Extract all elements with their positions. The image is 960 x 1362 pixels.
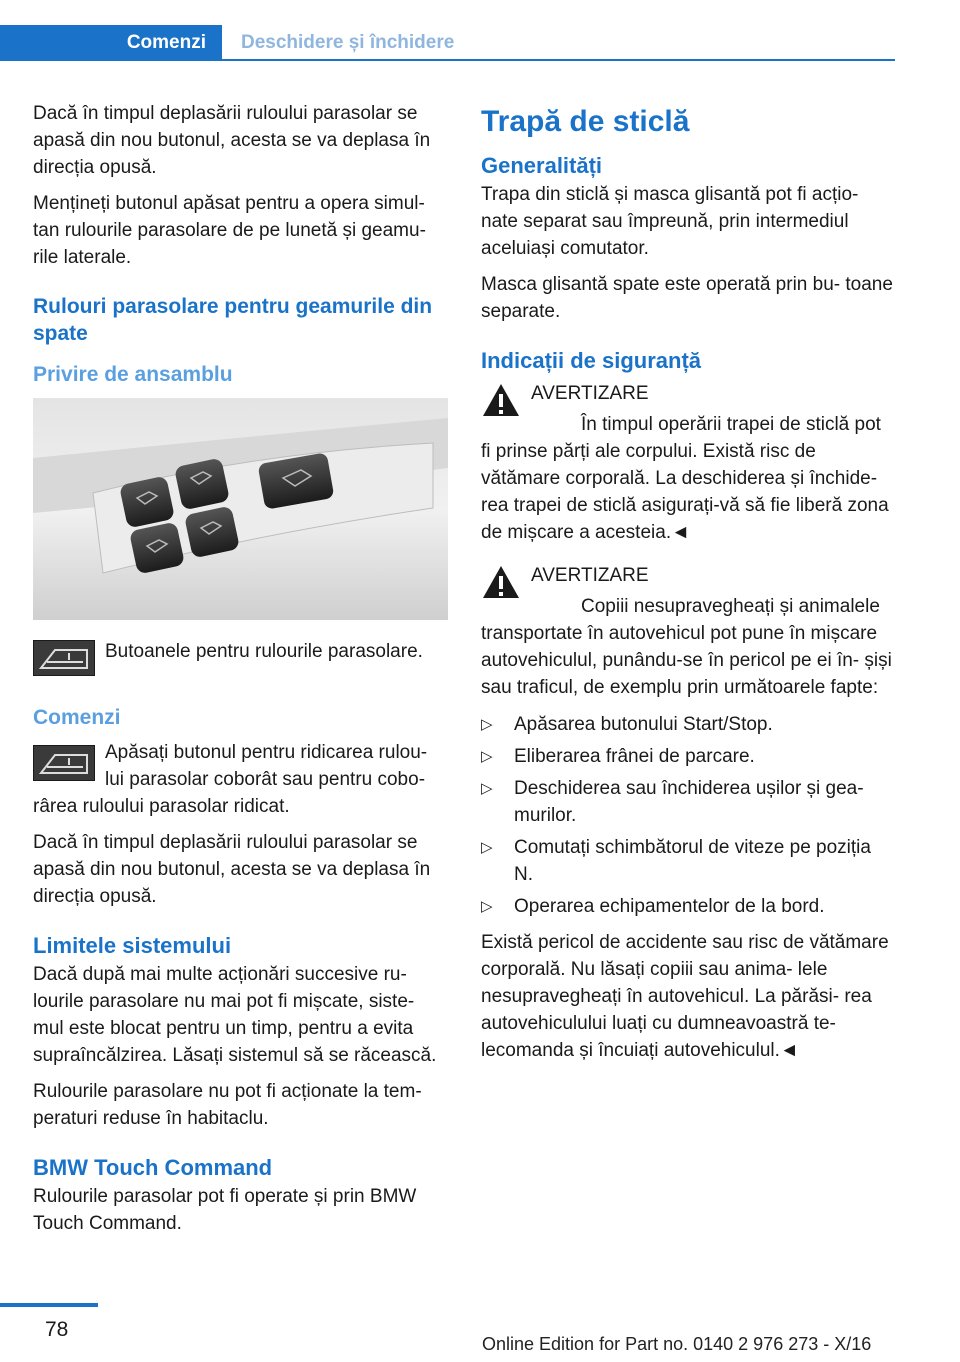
triangle-bullet-icon: ▷ <box>481 780 493 797</box>
paragraph: Apăsați butonul pentru ridicarea rulou‐ lui parasolar coborât sau pentru cobo‐ rârea ruloului parasolar ridicat. <box>33 742 428 817</box>
page-number: 78 <box>45 1318 69 1341</box>
sunshade-button-icon <box>33 745 95 781</box>
triangle-bullet-icon: ▷ <box>481 839 493 856</box>
section-tab-inactive[interactable]: Deschidere și închidere <box>241 32 455 53</box>
paragraph: Rulourile parasolare nu pot fi acționate la tem‐ peraturi reduse în habitaclu. <box>33 1081 422 1129</box>
footer-rule <box>0 1303 98 1307</box>
warning-triangle-icon <box>481 382 521 420</box>
edition-note: Online Edition for Part no. 0140 2 976 273 - X/16 <box>482 1334 872 1354</box>
triangle-bullet-icon: ▷ <box>481 748 493 765</box>
hazard-list <box>481 711 895 920</box>
paragraph: Masca glisantă spate este operată prin bu‐ toane separate. <box>481 274 893 322</box>
list-item <box>481 711 895 738</box>
heading-limits: Limitele sistemului <box>33 933 232 958</box>
list-item <box>481 834 895 888</box>
shade-buttons-photo <box>33 398 448 620</box>
header-bar <box>0 25 895 61</box>
heading-overview: Privire de ansamblu <box>33 363 233 386</box>
heading-touch-command: BMW Touch Command <box>33 1155 273 1180</box>
photo-caption: Butoanele pentru rulourile parasolare. <box>105 641 423 662</box>
paragraph: Dacă după mai multe acționări succesive ru‐ lourile parasolare nu mai pot fi mișcate, siste‐ mul este blocat pentru un timp, pentru a evita supraîncălzirea. Lăsați sistemul să se răcească. <box>33 964 437 1066</box>
warning-triangle-icon <box>481 564 521 602</box>
left-column <box>33 100 448 1246</box>
list-item-text: Deschiderea sau închiderea ușilor și gea‐ murilor. <box>514 778 864 826</box>
triangle-bullet-icon: ▷ <box>481 716 493 733</box>
paragraph: Dacă în timpul deplasării ruloului parasolar se apasă din nou butonul, acesta se va deplasa în direcția opusă. <box>33 103 431 178</box>
warning-block <box>481 562 895 701</box>
list-item-text: Eliberarea frânei de parcare. <box>514 746 755 767</box>
paragraph: Dacă în timpul deplasării ruloului parasolar se apasă din nou butonul, acesta se va deplasa în direcția opusă. <box>33 832 431 907</box>
heading-rear-shades: Rulouri parasolare pentru geamurile din spate <box>33 295 433 345</box>
section-tab-active[interactable]: Comenzi <box>0 25 222 61</box>
heading-commands: Comenzi <box>33 706 121 729</box>
warning-title: AVERTIZARE <box>531 565 649 586</box>
list-item-text: Operarea echipamentelor de la bord. <box>514 896 825 917</box>
heading-general: Generalități <box>481 153 603 178</box>
right-column <box>481 100 895 1073</box>
list-item <box>481 743 895 770</box>
warning-text: Copiii nesupravegheați și animalele transportate în autovehicul pot pune în mișcare autovehiculul, punându-se în pericol pe ei în‐ șiși sau traficul, de exemplu prin următoarele fapte: <box>481 596 892 698</box>
list-item <box>481 893 895 920</box>
warning-text: În timpul operării trapei de sticlă pot fi prinse părți ale corpului. Există risc de vătămare corporală. La deschiderea și închide‐ rea trapei de sticlă asigurați-vă să fie liberă zona de mișcare a acesteia.◄ <box>481 414 889 543</box>
list-item-text: Comutați schimbătorul de viteze pe poziția N. <box>514 837 871 885</box>
paragraph: Rulourile parasolar pot fi operate și prin BMW Touch Command. <box>33 1186 417 1234</box>
triangle-bullet-icon: ▷ <box>481 898 493 915</box>
sunshade-button-icon <box>33 640 95 676</box>
paragraph: Trapa din sticlă și masca glisantă pot fi acțio‐ nate separat sau împreună, prin intermediul aceluiași comutator. <box>481 184 859 259</box>
paragraph: Există pericol de accidente sau risc de vătămare corporală. Nu lăsați copiii sau anima‐ lele nesupravegheați în autovehicul. La părăsi‐ rea autovehiculului luați cu dumneavoastră te‐ lecomanda și încuiați autovehiculul.◄ <box>481 932 889 1061</box>
heading-glass-roof: Trapă de sticlă <box>481 105 690 138</box>
paragraph: Mențineți butonul apăsat pentru a opera simul‐ tan rulourile parasolare de pe lunetă și geamu‐ rile laterale. <box>33 193 426 268</box>
list-item-text: Apăsarea butonului Start/Stop. <box>514 714 773 735</box>
list-item <box>481 775 895 829</box>
commands-row <box>33 739 448 820</box>
warning-block <box>481 380 895 546</box>
header-rule <box>222 59 895 61</box>
caption-row <box>33 638 448 682</box>
warning-title: AVERTIZARE <box>531 383 649 404</box>
heading-safety: Indicații de siguranță <box>481 348 702 373</box>
